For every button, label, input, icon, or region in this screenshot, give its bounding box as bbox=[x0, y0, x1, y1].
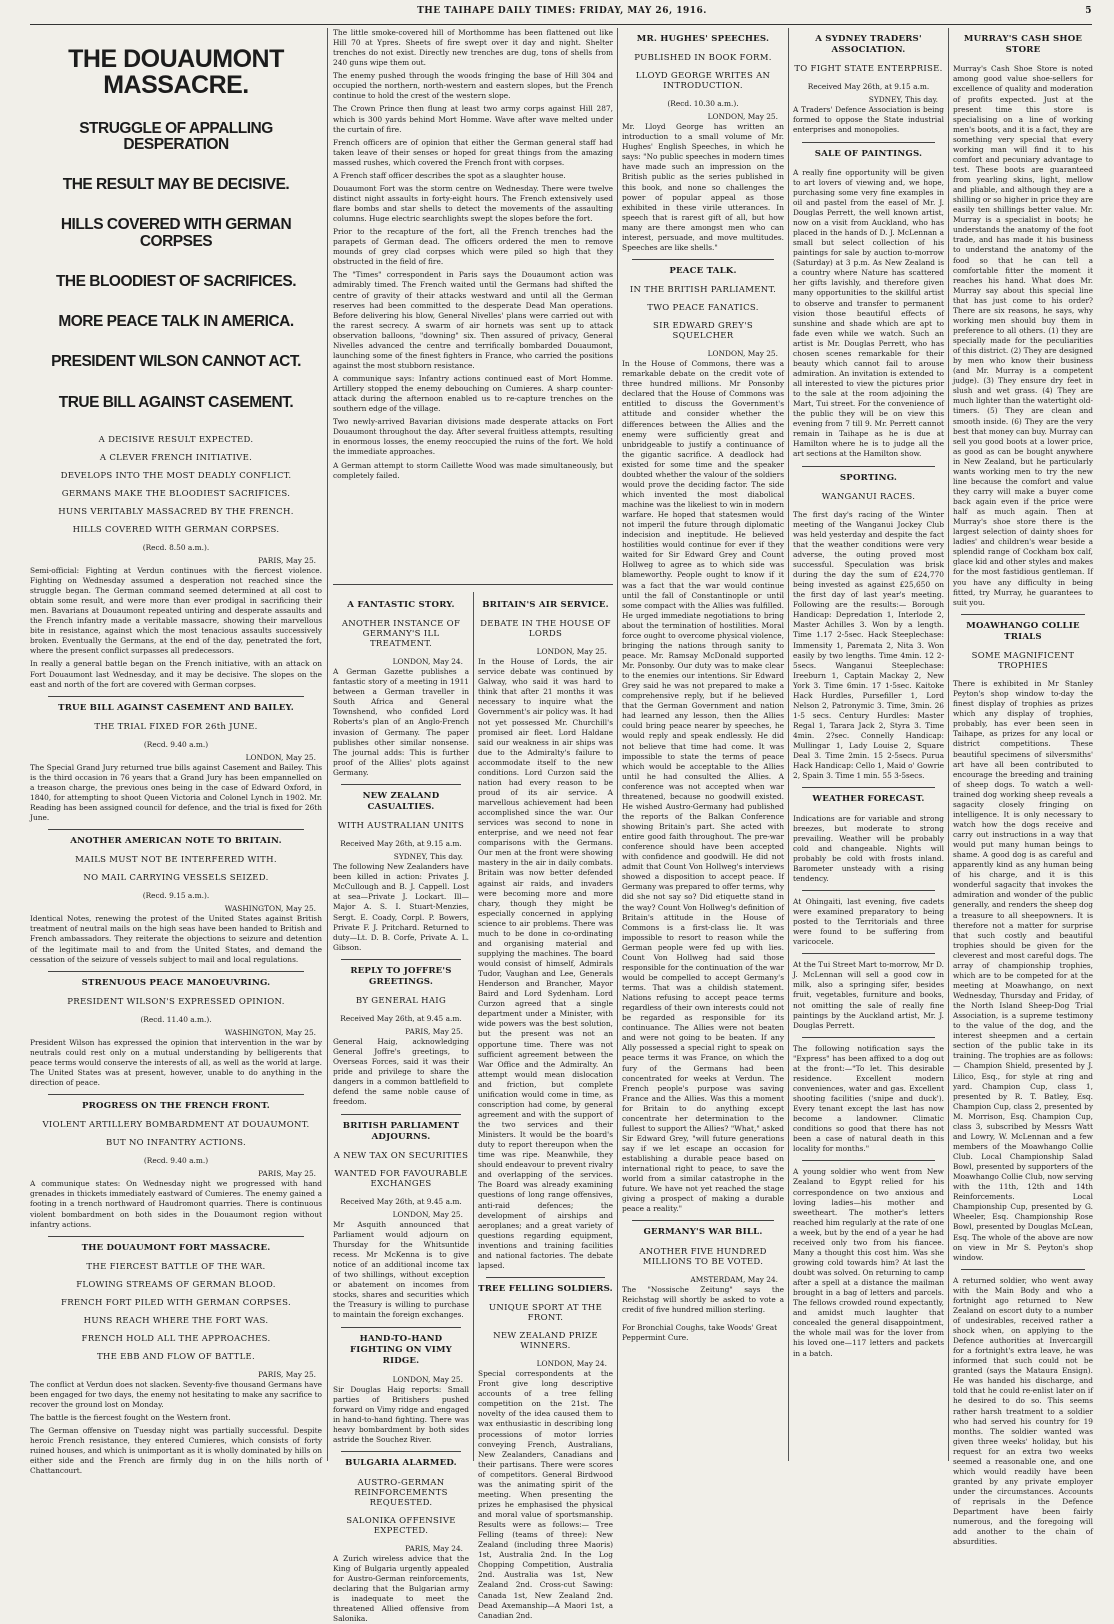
local-item: At Ohingaiti, last evening, five cadets were examined preparatory to being posted to the Territorials and three were found to be suffering from varicocele. bbox=[793, 896, 944, 947]
subheadline: LLOYD GEORGE WRITES AN INTRODUCTION. bbox=[635, 71, 771, 92]
separator bbox=[48, 696, 305, 697]
article-title: HAND-TO-HAND FIGHTING ON VIMY RIDGE. bbox=[349, 1333, 453, 1366]
dateline: AMSTERDAM, May 24. bbox=[690, 1274, 778, 1284]
dateline: LONDON, May 25. bbox=[392, 1375, 463, 1385]
separator bbox=[341, 1114, 461, 1115]
subheadline: SIR EDWARD GREY'S SQUELCHER bbox=[653, 321, 753, 342]
separator bbox=[48, 1094, 305, 1095]
separator bbox=[632, 1220, 775, 1221]
article-body: Douaumont Fort was the storm centre on Wednesday. There were twelve distinct night assaults in forty-eight hours. The French extensively used flare bombs and star shells to detect the movements of the assaulting columns. Huge electric searchlights swept the slopes before the fort. bbox=[333, 183, 613, 224]
article-title: BRITISH PARLIAMENT ADJOURNS. bbox=[342, 1120, 460, 1142]
article-body: The battle is the fiercest fought on the Western front. bbox=[30, 1413, 231, 1422]
separator bbox=[341, 1451, 461, 1452]
subheadline: A NEW TAX ON SECURITIES bbox=[333, 1150, 469, 1161]
separator bbox=[632, 259, 775, 260]
column-rule bbox=[617, 28, 618, 1461]
subheadline: A CLEVER FRENCH INITIATIVE. bbox=[99, 452, 253, 463]
dateline: PARIS, May 25. bbox=[258, 555, 316, 565]
article-body: The Special Grand Jury returned true bills against Casement and Bailey. This is the third occasion in 76 years that a Grand Jury has been empannelled on a treason charge, the previous ones being in the case of Edward Oxford, in 1840, for attempting to shoot Queen Victoria and Colonel Lynch in 1902. Mr. Reading has been assigned council for defence, and the trial is fixed for 26th June. bbox=[30, 762, 322, 823]
subheadline: HUNS REACH WHERE THE FORT WAS. bbox=[83, 1315, 269, 1326]
separator bbox=[341, 1327, 461, 1328]
dateline: PARIS, May 25. bbox=[258, 1369, 316, 1379]
article-body: Special correspondents at the Front give long descriptive accounts of a tree felling competition on the 21st. The novelty of the idea caused them to wax enthusiastic in describing long processions of motor lorries conveying French, Australians, New Zealanders, Canadians and their partisans. There were scores of competitors. General Birdwood was the animating spirit of the meeting. When presenting the prizes he emphasised the physical and moral value of sportsmanship. Results were as follows:— Tree Felling (teams of three): New Zealand (including three Maoris) 1st, Australia 2nd. In the Log Chopping Competition, Australia 2nd. Australia was 1st, New Zealand 2nd. Cross-cut Sawing: Canada 1st, New Zealand 2nd. Dead Axemanship—A Maori 1st, a Canadian 2nd. bbox=[478, 1369, 613, 1620]
separator bbox=[486, 1277, 605, 1278]
article-body: Mr Asquith announced that Parliament would adjourn on Thursday for the Whitsuntide recess. Mr McKenna is to give notice of an additional income tax of two shillings, without exception or abatement on incomes from stocks, shares and securities which the Treasury is willing to purchase to maintain the foreign exchanges. bbox=[333, 1219, 469, 1320]
subheadline: IN THE BRITISH PARLIAMENT. bbox=[629, 285, 777, 296]
article-body: A communique states: On Wednesday night we progressed with hand grenades in thickets immediately eastward of Cumieres. The enemy gained a footing in a trench northward of Haudromont quarries. There is continuous violent bombardment on both sides in the Douaumont region without infantry actions. bbox=[30, 1179, 322, 1229]
separator bbox=[802, 1160, 935, 1161]
article-title: BRITAIN'S AIR SERVICE. bbox=[482, 600, 609, 610]
article-body: In the House of Lords, the air service debate was continued by Galway, who said it was hard to think that after 21 months it was necessary to inquire what the Government's air policy was. It had not yet possessed Mr. Churchill's promised air fleet. Lord Haldane said our weakness in air ships was due to the Admiralty's failure to accommodate itself to the new conditions. Lord Curzon said the nation had every reason to be proud of its air service. A marvellous achievement had been accomplished since the war. Our services was second to none in enterprise, and we need not fear comparisons with the Germans. Our men at the front were showing mastery in the air in daily combats. Britain was now better defended against air raids, and invaders were becoming more and more chary, though they might be especially concerned in applying science to air problems. There was much to be done in co-ordinating and organising material and supplying the machines. The board would consist of himself, Admirals Tudor, Vaughan and Lee, Generals Henderson and Brancher, Mayor Baird and Lord Sydenham. Lord Curzon agreed that a single department under a Minister, with wide powers was the best solution, but the present was not an opportune time. There was not sufficient agreement between the War Office and the Admiralty. An attempt would mean dislocation and friction, but complete unification would come in time, as conscription had come, by general agreement and with the support of the two services and their Ministers. It would be the board's duty to report thereupon when the time was ripe. Meanwhile, they should endeavour to prevent rivalry and overlapping of the services. The Board was already examining questions of long range offensives, anti-raid defences; the development of airships and aeroplanes; and a great variety of questions regarding equipment, inventions and training facilities and national factories. The debate lapsed. bbox=[478, 657, 613, 1270]
separator bbox=[802, 953, 935, 954]
article-body: The following New Zealanders have been killed in action: Privates J. McCullough and B. J. Cappell. Lost at sea—Private J. Lockart. Ill—Major A. S. I. Stuart-Menzies, Sergt. E. Coady, Corpl. P. Bowers, Private F. J. Pritchard. Returned to duty—Lt. D. B. Corfe, Private A. L. Gibson. bbox=[333, 862, 469, 952]
subheadline: NO MAIL CARRYING VESSELS SEIZED. bbox=[83, 873, 269, 884]
article-body: The "Nossische Zeitung" says the Reichstag will shortly be asked to vote a credit of five hundred million sterling. bbox=[622, 1284, 784, 1314]
subheadline: BUT NO INFANTRY ACTIONS. bbox=[105, 1138, 247, 1149]
separator bbox=[961, 1269, 1084, 1270]
subheadline: A DECISIVE RESULT EXPECTED. bbox=[98, 434, 254, 445]
article-title: A FANTASTIC STORY. bbox=[347, 600, 455, 610]
dateline: LONDON, May 25. bbox=[245, 752, 316, 762]
article-body: Two newly-arrived Bavarian divisions made desperate attacks on Fort Douaumont throughout the day. After several fruitless attempts, resulting in enormous losses, the enemy reoccupied the ruins of the fort. We hold the immediate approaches. bbox=[333, 417, 613, 457]
subheadline: FRENCH HOLD ALL THE APPROACHES. bbox=[81, 1333, 271, 1344]
separator bbox=[961, 614, 1084, 615]
separator bbox=[341, 959, 461, 960]
received-time: (Recd. 11.40 a.m.). bbox=[140, 1014, 212, 1024]
article-body: Murray's Cash Shoe Store is noted among good value shoe-sellers for excellence of quality and moderation of profits expected. Just at the present time this store is specialising on a line of working men's boots, and it is a fact, they are something very special that every working man will find it to his comfort and pecuniary advantage to test. These boots are guaranteed from yearling skins, light, mellow and pliable, and although they are a shilling or so higher in price they are easily ten shillings better value. Mr. Murray is a specialist in boots; he understands the anatomy of the foot trade, and has made it his business to understand the anatomy of the food so that he can tell a comfortable fitter the moment it reaches his hand. What does Mr. Murray say about this special line that has just come to his order? There are six reasons, he says, why working men should buy them in preference to all others. (1) they are specially made for the peculiarities of this district. (2) They are designed by men who know their business (and Mr. Murray is a competent judge). (3) They ensure dry feet in slush and wet grass. (4) They are much lighter than the watertight old-timers. (5) They are clean and smooth inside. (6) They are the very best that money can buy. Murray can sell you good boots at a lower price, as good as can be bought anywhere in New Zealand, but he particularly wants working men to try the new line because the comfort and value they carry will make a buyer come back again even if the price were half as much again. Then at Murray's shoe store there is the largest selection of dainty shoes for ladies' and children's wear beside a splendid range of Cockham box calf, glace kid and other styles and makes for the most fastidious gentleman. If you have any difficulty in being fitted, try Murray, he guarantees to suit you. bbox=[953, 64, 1093, 607]
received-time: Received May 26th, at 9.15 a.m. bbox=[340, 839, 462, 849]
article-title: REPLY TO JOFFRE'S GREETINGS. bbox=[350, 965, 452, 987]
masthead-rule bbox=[30, 24, 1092, 25]
column-1 bbox=[30, 28, 322, 1476]
received-time: Received May 26th, at 9.15 a.m. bbox=[807, 82, 930, 92]
headline: STRUGGLE OF APPALLING DESPERATION bbox=[79, 119, 273, 153]
subheadline: FLOWING STREAMS OF GERMAN BLOOD. bbox=[76, 1279, 276, 1290]
article-title: STRENUOUS PEACE MANOEUVRING. bbox=[81, 977, 271, 988]
column-rule bbox=[327, 28, 328, 1461]
article-body: Sir Douglas Haig reports: Small parties of Britishers pushed forward on Vimy ridge and engaged in hand-to-hand fighting. There was heavy bombardment by both sides astride the Souchez River. bbox=[333, 1385, 469, 1445]
column-rule bbox=[948, 28, 949, 1461]
subheadline: HUNS VERITABLY MASSACRED BY THE FRENCH. bbox=[58, 506, 294, 517]
article-body: The first day's racing of the Winter meeting of the Wanganui Jockey Club was held yesterday and despite the fact that the weather conditions were very adverse, the outing proved most successful. Speculation was brisk during the day the sum of £24,770 being invested as against £25,650 on the first day of last year's meeting. Following are the results:— Borough Handicap: Depredation 1, Interlode 2, Master Achilles 3. Won by a length. Time 1.17 2-5sec. Hack Steeplechase: Immensity 1, Paremata 2, Nita 3. Won easily by two lengths. Time 4min. 12 2-5secs. Wanganui Steeplechase: Ireeburn 1, Captain Mackay 2, New York 3. Time 6min. 17 1-5sec. Kaitoke Hack Hurdles, Pursefiller 1, Lord Nelson 2, Patronymic 3. Time, 3min. 26 1-5 secs. Century Hurdles: Master Regal 1, Tarara Jack 2, Styra 3. Time 4min. 2?sec. Connelly Handicap: Mullingar 1, Lady Louise 2, Square Deal 3. Time 2min. 15 2-5secs. Purua Hack Handicap: Cello 1, Maid o' Gowrie 2, Spain 3. Time 1 min. 55 3-5secs. bbox=[793, 509, 944, 781]
subheadline: PUBLISHED IN BOOK FORM. bbox=[634, 53, 772, 64]
received-time: (Recd. 8.50 a.m.). bbox=[142, 542, 210, 552]
article-body: Prior to the recapture of the fort, all the French trenches had the parapets of German dead. The officers ordered the men to remove mounds of grey clad corpses which were piled so high that they obstructed in the field of fire. bbox=[333, 227, 613, 267]
article-title: A SYDNEY TRADERS' ASSOCIATION. bbox=[815, 34, 922, 56]
local-item: At the Tui Street Mart to-morrow, Mr D. J. McLennan will sell a good cow in milk, also a springing sifer, besides fruit, vegetables, furniture and books, not omitting the sale of really fine paintings by the Auckland artist, Mr. J. Douglas Perrett. bbox=[793, 960, 944, 1030]
column-rule bbox=[788, 28, 789, 1461]
article-title: TREE FELLING SOLDIERS. bbox=[478, 1283, 613, 1294]
article-title: PEACE TALK. bbox=[669, 265, 737, 276]
article-body: The little smoke-covered hill of Morthomme has been flattened out like Hill 70 at Ypres. Sheets of fire swept over it day and night. Shelter trenches do not exist. Directly new trenches are dug, tons of shells from 240 guns wipe them out. bbox=[333, 28, 613, 68]
separator bbox=[802, 890, 935, 891]
subheadline: BY GENERAL HAIG bbox=[355, 996, 447, 1007]
page-number: 5 bbox=[1085, 6, 1092, 16]
dateline: LONDON, May 24. bbox=[536, 1359, 607, 1369]
article-title: SALE OF PAINTINGS. bbox=[814, 148, 923, 159]
subheadline: TWO PEACE FANATICS. bbox=[647, 303, 759, 314]
article-body: A French staff officer describes the spot as a slaughter house. bbox=[333, 170, 566, 180]
subheadline: PRESIDENT WILSON'S EXPRESSED OPINION. bbox=[67, 996, 285, 1007]
subheadline: HILLS COVERED WITH GERMAN CORPSES. bbox=[72, 524, 280, 535]
article-title: THE DOUAUMONT FORT MASSACRE. bbox=[81, 1242, 271, 1253]
article-body: A communique says: Infantry actions continued east of Mort Homme. Artillery stopped the enemy debouching on Cumieres. A sharp counter-attack during the afternoon enabled us to re-capture trenches on the southern edge of the village. bbox=[333, 374, 613, 414]
local-item: A returned soldier, who went away with the Main Body and who a fortnight ago returned to New Zealand on escort duty to a number of undesirables, received rather a shock when, on applying to the Defence authorities at Invercargill for a fortnight's extra leave, he was informed that such could not be granted (says the Mataura Ensign). He was handed his discharge, and told that he could re-enlist later on if he desired to do so. This seems rather harsh treatment to a soldier who had served his country for 19 months. The soldier wanted was given three weeks' holiday, but his request for an extra two weeks seemed a reasonable one, and one which would readily have been granted by any private employer under the circumstances. Accounts of reprisals in the Defence Department have been fairly numerous, and the foregoing will add another to the chain of absurdities. bbox=[953, 1275, 1093, 1547]
subheadline: WITH AUSTRALIAN UNITS bbox=[337, 821, 465, 832]
advertisement: For Bronchial Coughs, take Woods' Great Peppermint Cure. bbox=[622, 1322, 778, 1343]
article-title: MOAWHANGO COLLIE TRIALS bbox=[966, 620, 1080, 642]
subheadline: ANOTHER FIVE HUNDRED MILLIONS TO BE VOTED. bbox=[639, 1246, 767, 1267]
headline: THE RESULT MAY BE DECISIVE. bbox=[62, 176, 290, 194]
subheadline: WANTED FOR FAVOURABLE EXCHANGES bbox=[334, 1168, 468, 1189]
received-time: (Recd. 10.30 a.m.). bbox=[667, 99, 739, 109]
headline: TRUE BILL AGAINST CASEMENT. bbox=[58, 393, 294, 411]
column-2-top bbox=[333, 28, 613, 584]
article-body: There is exhibited in Mr Stanley Peyton's shop window to-day the finest display of trophies as prizes which any display of trophies, probably, has ever been seen in Taihape, as prizes for any local or district competitions. These beautiful specimens of silversmiths' art have all been contributed to encourage the breeding and training of sheep dogs. To watch a well-trained dog working sheep reveals a sagacity closely fringing on intelligence. It is only necessary to watch how the dogs receive and carry out instructions in a way that would put many human beings to shame. A good dog is as careful and apparently kind as any human being of his charge, and it is this wonderful sagacity that invokes the admiration and wonder of the public generally, and renders the sheep dog a treasure to all sheepowners. It is therefore not a matter for surprise that such costly and beautiful trophies should be given for the cleverest and most careful dogs. The array of championship trophies, which are to be competed for at the meeting at Moawhango, on next Wednesday, Thursday and Friday, of the North Island Sheep-Dog Trial Association, is a supreme testimony to the value of the dog, and the interest sheepmen and a certain section of the public take in its training. The trophies are as follows:— Champion Shield, presented by J. Lilico, Esq., for style at ring and yard. Champion Cup, class 1, presented by R. T. Batley, Esq. Champion Cup, class 2, presented by M. Morrison, Esq. Champion Cup, class 3, subscribed by Messrs Watt and Lowry, W. McLennan and a few members of the Moawhango Collie Club. Local Championship Salad Bowl, presented by supporters of the Moawhango Collie Club, now serving with the 11th, 12th and 14th Reinforcements. Local Championship Cup, presented by G. Wheeler, Esq. Championship Rose Bowl, presented by Douglas McLean, Esq. The whole of the above are now on view in Mr S. Peyton's shop window. bbox=[953, 679, 1093, 1262]
article-body: The German offensive on Tuesday night was partially successful. Despite heroic French resistance, they entered Cumieres, which consists of forty ruined houses, and which is unimportant as it is wholly dominated by hills on either side and the French are firmly dug in on the hills north of Chattancourt. bbox=[30, 1426, 322, 1476]
article-body: French officers are of opinion that either the German general staff had taken leave of their senses or hoped for great things from the amazing massed rushes, which covered the French front with corpses. bbox=[333, 137, 613, 167]
separator bbox=[802, 466, 935, 467]
headline: HILLS COVERED WITH GERMAN CORPSES bbox=[60, 216, 292, 250]
column-5 bbox=[953, 28, 1093, 1547]
dateline: SYDNEY, This day. bbox=[393, 852, 463, 862]
article-body: In really a general battle began on the French initiative, with an attack on Fort Douaumont last Wednesday, and it may be decisive. The slopes on the east and north of the fort are covered with German corpses. bbox=[30, 659, 322, 689]
article-body: Identical Notes, renewing the protest of the United States against British treatment of neutral mails on the high seas have been handed to British and French ambassadors. They reiterate the objections to seizure and detention of the legitimate mail to and from the United States, and demand the cessation of the seizure of vessels subject to mail and local regulations. bbox=[30, 914, 322, 964]
article-body: The "Times" correspondent in Paris says the Douaumont action was admirably timed. The French waited until the Germans had shifted the centre of gravity of their attacks westward and until all the German reserves had been committed to the desperate Dead Man operations. Before delivering his blow, General Nivelles' plans were carried out with the rarest secrecy. A swarm of air hornets was sent up to attack observation balloons, "downing" six. Then assured of privacy, General Nivelles advanced the centre and terrifically bombarded Douaumont, launching some of the finest fighters in France, who carried the positions against the most stubborn resistance. bbox=[333, 270, 613, 370]
article-body: The Crown Prince then flung at least two army corps against Hill 287, which is 300 yards behind Mort Homme. Wave after wave melted under the curtain of fire. bbox=[333, 104, 613, 134]
subheadline: WANGANUI RACES. bbox=[821, 491, 916, 502]
article-title: WEATHER FORECAST. bbox=[812, 794, 925, 805]
subheadline: AUSTRO-GERMAN REINFORCEMENTS REQUESTED. bbox=[354, 1477, 448, 1508]
article-body: The enemy pushed through the woods fringing the base of Hill 304 and occupied the northern, north-western and eastern slopes, but the French continue to hold the crest of the western slope. bbox=[333, 71, 613, 101]
separator bbox=[802, 142, 935, 143]
dateline: LONDON, May 25. bbox=[392, 1209, 463, 1219]
separator bbox=[802, 787, 935, 788]
article-body: Mr. Lloyd George has written an introduction to a small volume of Mr. Hughes' English Speeches, in which he says: "No public speeches in modern times have made such an impression on the British public as the series published in this book, and none so challenges the power of popular appeal as those exhibited in these virile utterances. In speech that is rarest gift of all, but how many are there amongst men who can interest, persuade, and move multitudes. Speeches are like shells." bbox=[622, 122, 784, 252]
article-title: BULGARIA ALARMED. bbox=[345, 1458, 457, 1469]
main-headline: THE DOUAUMONT MASSACRE. bbox=[68, 45, 284, 100]
article-body: President Wilson has expressed the opinion that intervention in the war by neutrals could rest only on a mutual understanding by belligerents that peace terms would conserve the interests of all, as well as the world at large. The United States was at present, however, unable to do anything in the direction of peace. bbox=[30, 1037, 322, 1088]
headline: PRESIDENT WILSON CANNOT ACT. bbox=[51, 353, 301, 371]
masthead bbox=[32, 6, 1092, 22]
subheadline: ANOTHER INSTANCE OF GERMANY'S ILL TREATMENT. bbox=[341, 619, 461, 650]
dateline: PARIS, May 24. bbox=[405, 1543, 463, 1553]
received-time: Received May 26th, at 9.45 a.m. bbox=[340, 1014, 462, 1024]
column-2-right bbox=[478, 594, 613, 1620]
subheadline: THE FIERCEST BATTLE OF THE WAR. bbox=[86, 1261, 266, 1272]
column-3 bbox=[622, 28, 784, 1461]
article-body: A Traders' Defence Association is being formed to oppose the State industrial enterprises and monopolies. bbox=[793, 105, 944, 135]
headline: THE BLOODIEST OF SACRIFICES. bbox=[55, 272, 297, 290]
article-title: PROGRESS ON THE FRENCH FRONT. bbox=[82, 1101, 270, 1112]
subheadline: SALONIKA OFFENSIVE EXPECTED. bbox=[346, 1515, 456, 1536]
separator bbox=[333, 584, 613, 585]
separator bbox=[48, 829, 305, 830]
column-4 bbox=[793, 28, 944, 1461]
dateline: SYDNEY, This day. bbox=[868, 95, 938, 105]
dateline: PARIS, May 25. bbox=[258, 1169, 316, 1179]
received-time: Received May 26th, at 9.45 a.m. bbox=[340, 1196, 462, 1206]
separator bbox=[48, 1236, 305, 1237]
article-body: General Haig, acknowledging General Joffre's greetings, to Overseas Forces, said it was their pride and privilege to share the dangers in a common battlefield to defend the same noble cause of freedom. bbox=[333, 1037, 469, 1107]
received-time: (Recd. 9.40 a.m.) bbox=[143, 1156, 209, 1166]
dateline: LONDON, May 25. bbox=[707, 349, 778, 359]
article-title: NEW ZEALAND CASUALTIES. bbox=[362, 790, 440, 813]
article-body: A German Gazette publishes a fantastic story of a meeting in 1911 between a German traveller in South Africa and General Townshend, who confided Lord Roberts's plan of an Anglo-French invasion of Germany. The paper publishes other similar nonsense. The journal adds: This is further proof of the Allies' plots against Germany. bbox=[333, 667, 469, 777]
subheadline: FRENCH FORT PILED WITH GERMAN CORPSES. bbox=[61, 1297, 291, 1308]
article-title: ANOTHER AMERICAN NOTE TO BRITAIN. bbox=[70, 836, 282, 847]
subheadline: TO FIGHT STATE ENTERPRISE. bbox=[794, 64, 943, 75]
subheadline: SOME MAGNIFICENT TROPHIES bbox=[971, 651, 1075, 672]
received-time: (Recd. 9.40 a.m.) bbox=[143, 739, 209, 749]
received-time: (Recd. 9.15 a.m.). bbox=[142, 891, 210, 901]
separator bbox=[341, 784, 461, 785]
dateline: PARIS, May 25. bbox=[405, 1027, 463, 1037]
subheadline: NEW ZEALAND PRIZE WINNERS. bbox=[493, 1331, 598, 1352]
separator bbox=[48, 971, 305, 972]
subheadline: GERMANS MAKE THE BLOODIEST SACRIFICES. bbox=[61, 488, 291, 499]
subheadline: THE TRIAL FIXED FOR 26th JUNE. bbox=[94, 721, 258, 732]
dateline: WASHINGTON, May 25. bbox=[224, 1027, 316, 1037]
article-title: GERMANY'S WAR BILL. bbox=[643, 1227, 763, 1238]
dateline: LONDON, May 24. bbox=[392, 657, 463, 667]
subheadline: UNIQUE SPORT AT THE FRONT. bbox=[488, 1303, 603, 1324]
article-body: The conflict at Verdun does not slacken. Seventy-five thousand Germans have been engaged for two days, the enemy not hesitating to make any sacrifice to recover the ground lost on Monday. bbox=[30, 1379, 322, 1409]
article-body: A German attempt to storm Caillette Wood was made simultaneously, but completely failed. bbox=[333, 460, 613, 480]
subheadline: VIOLENT ARTILLERY BOMBARDMENT AT DOUAUMONT. bbox=[42, 1120, 310, 1131]
column-2-left bbox=[333, 594, 469, 1623]
dateline: LONDON, May 25. bbox=[707, 112, 778, 122]
headline: MORE PEACE TALK IN AMERICA. bbox=[58, 313, 294, 331]
article-body: Indications are for variable and strong breezes, but moderate to strong prevailing. Weather will be probably cold and changeable. Nights will probably be cold with frosts inland. Barometer unsteady with a rising tendency. bbox=[793, 813, 944, 883]
masthead-title: THE TAIHAPE DAILY TIMES: FRIDAY, MAY 26, 1916. bbox=[417, 6, 707, 16]
article-title: SPORTING. bbox=[839, 472, 898, 483]
column-rule bbox=[473, 592, 474, 1461]
dateline: WASHINGTON, May 25. bbox=[224, 904, 316, 914]
local-item: The following notification says the "Express" has been affixed to a dog out at the front:—"To let. This desirable residence. Excellent modern conveniences, water and gas. Excellent shooting facilities ('snipe and duck'). Every tenant except the last has now become a landowner. Climatic conditions so good that there has not been a case of natural death in this locality for months." bbox=[793, 1043, 944, 1154]
article-body: In the House of Commons, there was a remarkable debate on the credit vote of three hundred millions. Mr Ponsonby declared that the House of Commons was entitled to discuss the Government's attitude and consider whether the differences between the Allies and the enemy were sufficiently great and unbridgeable to justify a continuance of the gigantic sacrifice. A deadlock had existed for some time and the speaker doubted whether the valour of the soldiers would prove the deciding factor. The side which invented the most diabolical machine was the likeliest to win in modern warfare. He hoped that statesmen would not imperil the future through diplomatic indecision and ineptitude. He believed hostilities would continue for ever if they waited for Sir Edward Grey and Count Hollweg to agree as to which side was blameworthy. People ought to know if it was a fact that the war would continue until the fall of Constantinople or until some compact with the Allies was fulfilled. He urged immediate negotiations to bring about the termination of hostilities. Moral force ought to overcome physical violence, bringing the nations through sanity to peace. Mr. Ramsay McDonald supported Mr. Ponsonby. Our duty was to make clear to the enemies our intentions. Sir Edward Grey said he was not prepared to make a comprehensive reply, but if he believed that the German Government and nation had learned any lesson, then the Allies could bring peace nearer by speeches, he would reply and speak endlessly. He did not believe that time had come. It was impossible to state the terms of peace which would be acceptable to the Allies until he had consulted the Allies. A conference was not accepted when war threatened, because no goodwill existed. He wished Austro-Germany had published the reports of the Balkan Conference showing Britain's part. She acted with entire good faith throughout. The pre-war conference should have been accepted with confidence and goodwill. He did not admit that Count Von Hollweg's interviews showed a disposition to accept peace. If Germany was prepared to offer terms, why did she not say so? Did etiquette stand in the way? Count Von Hollweg's definition of Britain's attitude in the House of Commons is a first-class lie. It was impossible to resort to reason while the German people were fed up with lies. Count Von Hollweg had said those responsible for the continuation of the war would be compelled to accept Germany's terms. That was a childish statement. Nations refusing to accept peace terms regardless of their own interests could not be regarded as responsible for its continuance. The Allies were not beaten and were not going to be beaten. If any Ally possessed a special right to speak on peace terms it was France, on which the fury of the Germans had been concentrated for weeks at Verdun. The French people's purpose was saving France and the Allies. Was this a moment for Britain to do anything except concentrate her determination to the fullest to support the Allies? "What," asked Sir Edward Grey, "will future generations say if we let escape an occasion for establishing a durable peace based on international right to peace, to save the world from a similar catastrophe in the future. We have not yet reached the stage giving a prospect of making a durable peace a reality." bbox=[622, 359, 784, 1214]
subheadline: THE EBB AND FLOW OF BATTLE. bbox=[96, 1351, 256, 1362]
article-body: Semi-official: Fighting at Verdun continues with the fiercest violence. Fighting on Wednesday assumed a desperation not reached since the struggle began. The German command seemed determined at all cost to obtain some result, and were more than ever prodigal in sacrificing their men. Bavarians at Douaumont repeated untiring and desperate assaults and the French infantry made a veritable massacre, showing their marvellous bite in resistance, against which the most tenacious assaults successively broken. Eventually the Germans, at the end of the day, penetrated the fort, where the present conflict surpasses all predecessors. bbox=[30, 565, 322, 656]
local-item: A young soldier who went from New Zealand to Egypt relied for his correspondence on two anxious and loving ladies—his mother and sweetheart. The mother's letters reached him regularly at the rate of one a week, but by the end of a year he had received only two from his fiancee. Many a thought this cost him. Was she growing cold towards him? At last the doubt was solved. On returning to camp after a spell at a distance the mailman brought in a bag of letters and parcels. The fellows crowded round expectantly, and amidst much laughter that concealed the general disappointment, the whole mail was for the lover from his loved one—117 letters and packets in a batch. bbox=[793, 1167, 944, 1358]
article-body: A Zurich wireless advice that the King of Bulgaria urgently appealed for Austro-German reinforcements, declaring that the Bulgarian army is inadequate to meet the threatened Allied offensive from Salonika. bbox=[333, 1553, 469, 1623]
article-body: A really fine opportunity will be given to art lovers of viewing and, we hope, purchasing some very fine examples in oil and pastel from the easel of Mr. J. Douglas Perrett, the well known artist, now on a visit from Auckland, who has placed in the hands of D. J. McLennan a small but select collection of his paintings for sale by auction to-morrow (Saturday) at 3 p.m. As New Zealand is a country where Nature has scattered her gifts lavishly, and therefore given many opportunities to the skillful artist to observe and transfer to permanent vision those beautiful effects of sunshine and shade which are apt to fade even while we watch. Such an artist is Mr. Douglas Perrett, who has chosen scenes remarkable for their beauty which cannot fail to arouse admiration. An invitation is extended to all interested to view the pictures prior to the sale at the room adjoining the Mart, Tui street. For the convenience of the public they will be on view this evening from 7 till 9. Mr. Perrett cannot remain in Taihape as he is due at Hamilton where he is to judge all the art sections at the Hamilton show. bbox=[793, 167, 944, 459]
subheadline: DEBATE IN THE HOUSE OF LORDS bbox=[480, 619, 611, 640]
dateline: LONDON, May 25. bbox=[536, 647, 607, 657]
article-title: TRUE BILL AGAINST CASEMENT AND BAILEY. bbox=[58, 702, 294, 713]
article-title: MURRAY'S CASH SHOE STORE bbox=[963, 34, 1083, 56]
article-title: MR. HUGHES' SPEECHES. bbox=[636, 34, 770, 44]
subheadline: MAILS MUST NOT BE INTERFERED WITH. bbox=[75, 855, 277, 866]
separator bbox=[802, 1037, 935, 1038]
subheadline: DEVELOPS INTO THE MOST DEADLY CONFLICT. bbox=[60, 470, 292, 481]
